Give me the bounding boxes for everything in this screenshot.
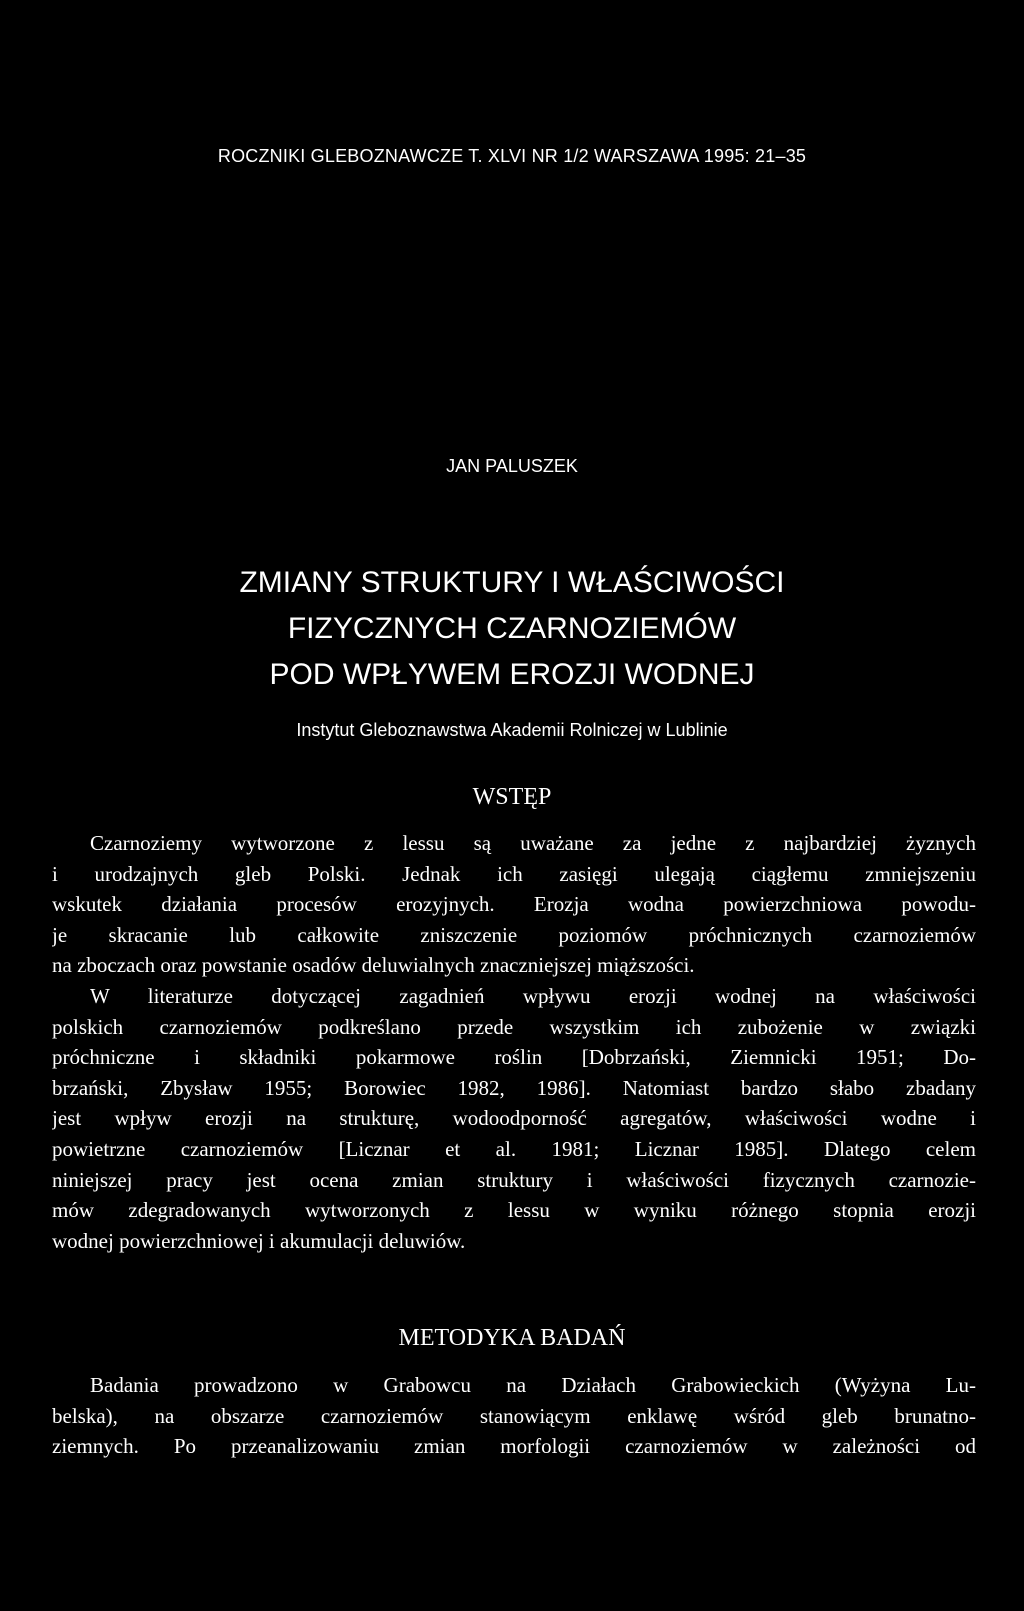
text-line: belska), na obszarze czarnoziemów stanowiącym enklawę wśród gleb brunatno- (52, 1403, 976, 1428)
title-line: FIZYCZNYCH CZARNOZIEMÓW (287, 612, 737, 645)
intro-paragraph-2 (52, 981, 976, 1256)
text-line: próchniczne i składniki pokarmowe roślin [Dobrzański, Ziemnicki 1951; Do- (52, 1045, 976, 1070)
article-title (0, 560, 1024, 698)
journal-header: ROCZNIKI GLEBOZNAWCZE T. XLVI NR 1/2 WARSZAWA 1995: 21–35 (217, 146, 807, 166)
section-heading-intro: WSTĘP (472, 784, 552, 810)
text-line: powietrzne czarnoziemów [Licznar et al. 1981; Licznar 1985]. Dlatego celem (52, 1136, 976, 1161)
intro-paragraph-1 (52, 828, 976, 981)
text-line: je skracanie lub całkowite zniszczenie poziomów próchnicznych czarnoziemów (52, 922, 976, 947)
text-line: brzański, Zbysław 1955; Borowiec 1982, 1986]. Natomiast bardzo słabo zbadany (52, 1075, 976, 1100)
text-line: mów zdegradowanych wytworzonych z lessu w wyniku różnego stopnia erozji (52, 1198, 976, 1223)
text-line: na zboczach oraz powstanie osadów deluwialnych znaczniejszej miąższości. (52, 953, 695, 978)
institute-affiliation: Instytut Gleboznawstwa Akademii Rolniczej w Lublinie (296, 720, 728, 740)
text-line: ziemnych. Po przeanalizowaniu zmian morfologii czarnoziemów w zależności od (52, 1434, 976, 1459)
text-line: Badania prowadzono w Grabowcu na Działach Grabowieckich (Wyżyna Lu- (90, 1373, 976, 1397)
section-heading-methods: METODYKA BADAŃ (398, 1325, 626, 1351)
text-line: niniejszej pracy jest ocena zmian struktury i właściwości fizycznych czarnozie- (52, 1167, 976, 1192)
title-line: ZMIANY STRUKTURY I WŁAŚCIWOŚCI (239, 566, 785, 599)
methods-paragraph-1 (52, 1370, 976, 1462)
text-line: W literaturze dotyczącej zagadnień wpływu erozji wodnej na właściwości (90, 984, 976, 1008)
text-line: polskich czarnoziemów podkreślano przede wszystkim ich zubożenie w związki (52, 1014, 976, 1039)
text-line: i urodzajnych gleb Polski. Jednak ich zasięgi ulegają ciągłemu zmniejszeniu (52, 861, 976, 886)
text-line: wodnej powierzchniowej i akumulacji deluwiów. (52, 1228, 466, 1253)
title-line: POD WPŁYWEM EROZJI WODNEJ (269, 658, 755, 691)
text-line: Czarnoziemy wytworzone z lessu są uważane za jedne z najbardziej żyznych (90, 831, 976, 855)
author-name: JAN PALUSZEK (446, 456, 578, 476)
text-line: wskutek działania procesów erozyjnych. Erozja wodna powierzchniowa powodu- (52, 892, 976, 917)
text-line: jest wpływ erozji na strukturę, wodoodporność agregatów, właściwości wodne i (52, 1106, 976, 1131)
